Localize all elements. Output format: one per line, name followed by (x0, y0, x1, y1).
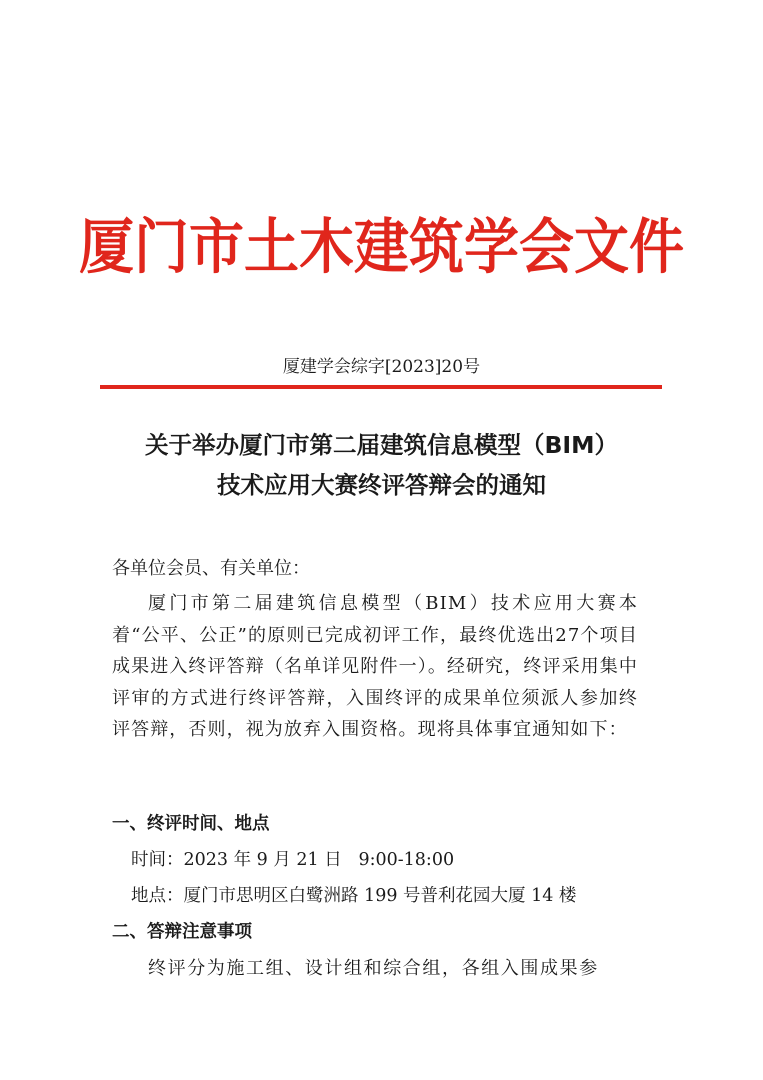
notice-title-line-1: 关于举办厦门市第二届建筑信息模型（BIM） (144, 431, 619, 459)
document-masthead: 厦门市土木建筑学会文件 (78, 212, 684, 282)
section-1-heading: 一、终评时间、地点 (112, 814, 270, 834)
event-place: 地点：厦门市思明区白鹭洲路 199 号普利花园大厦 14 楼 (131, 886, 577, 906)
document-number: 厦建学会综字[2023]20号 (282, 357, 481, 377)
section-2-paragraph: 终评分为施工组、设计组和综合组，各组入围成果参 (148, 958, 599, 979)
section-2-heading: 二、答辩注意事项 (112, 922, 252, 942)
event-time: 时间：2023 年 9 月 21 日 9:00-18:00 (131, 850, 455, 870)
salutation: 各单位会员、有关单位： (112, 558, 310, 579)
notice-title (0, 425, 763, 505)
intro-paragraph: 厦门市第二届建筑信息模型（BIM）技术应用大赛本着“公平、公正”的原则已完成初评工作，最终优选出27个项目成果进入终评答辩（名单详见附件一）。经研究，终评采用集中评审的方式进行终评答辩，入围终评的成果单位须派人参加终评答辩，否则，视为放弃入围资格。现将具体事宜通知如下： (112, 593, 638, 740)
notice-title-line-2: 技术应用大赛终评答辩会的通知 (217, 471, 546, 499)
red-divider-line (100, 385, 662, 389)
